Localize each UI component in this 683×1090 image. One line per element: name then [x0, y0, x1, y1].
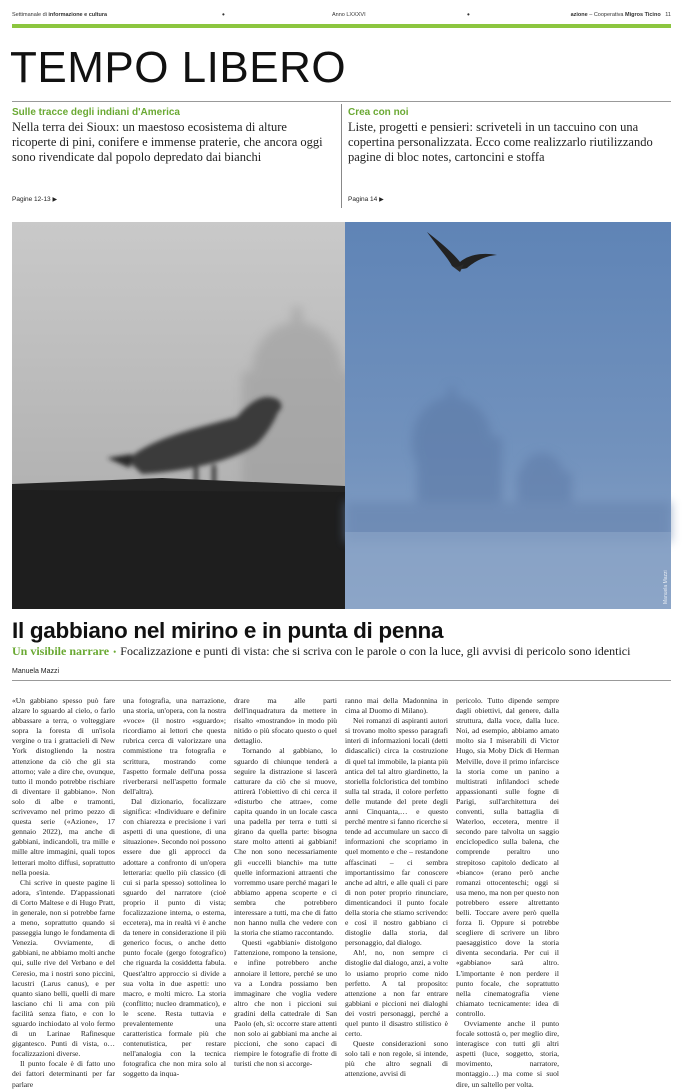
- article-column-3: [234, 696, 337, 1069]
- paragraph: una fotografia, una narrazione, una storia, un'opera, con la nostra «voce» (il nostro «sguardo»; ricordiamo ai lettori che questa rubrica cerca di valorizzare una commistione tra fotografia e scrittura, mostrando come l'aspetto formale dell'una possa riverberarsi nell'aspetto formale dell'altra).: [123, 696, 226, 796]
- teaser-text: Liste, progetti e pensieri: scriveteli in un taccuino con una copertina personalizzata. Ecco come realizzarlo riutilizzando pagine di bloc notes, cartoncini e stoffa: [348, 120, 653, 164]
- teaser-text: Nella terra dei Sioux: un maestoso ecosistema di alture ricoperte di pini, conifere e immense praterie, che ancora oggi sono rivendicate dal popolo depredato dai bianchi: [12, 120, 323, 164]
- header-accent-bar: [12, 24, 671, 28]
- teaser-heading: Crea con noi: [348, 107, 409, 118]
- article-kicker: Un visibile narrare: [12, 644, 110, 658]
- arrow-right-icon: ▶: [52, 197, 58, 203]
- byline-divider: [12, 680, 671, 681]
- page-reference-link[interactable]: Pagina 14 ▶: [348, 196, 384, 203]
- teaser-divider: [341, 104, 342, 208]
- left-dark-post: [12, 490, 345, 609]
- paragraph: ranno mai della Madonnina in cima al Duomo di Milano).: [345, 696, 448, 716]
- publisher-and-page: azione – Cooperativa Migros Ticino 11: [570, 12, 671, 18]
- paragraph: Dal dizionario, focalizzare significa: «Individuare e definire con chiarezza e precisione i vari aspetti di una questione, di una situazione». Secondo noi possono essere due gli approcci da adottare a confronto di un'opera letteraria: quello più classico (di cui si parla spesso) sottolinea lo sguardo del narratore (cioè proprio il punto di vista; focalizzazione interna, o esterna, eccetera), ma in realtà vi è anche da tenere in considerazione il più generico focus, o anche detto punto focale (gergo fotografico) che riguarda la cosiddetta fabula. Quest'altro approccio si divide a sua volta in due aspetti: uno macro, e molti micro. La storia (conflitto; nucleo drammatico), e le scene. Resta tuttavia e prevalentemente una caratteristica formale più che contenutistica, per restare nell'analogia con la tecnica fotografica che non mira solo al soggetto da inqua-: [123, 796, 226, 1079]
- paragraph: Ah!, no, non sempre ci distoglie dal dialogo, anzi, a volte lo usiamo proprio come nido perfetto. A tal proposito: attenzione a non far entrare gabbiani e piccioni nei dialoghi dei vostri personaggi, perché a quel punto il disastro stilistico è certo.: [345, 948, 448, 1039]
- paragraph: Nei romanzi di aspiranti autori si trovano molto spesso paragrafi interi di informazioni locali (detti didascalici) circa la costruzione di quel tal immobile, la pianta più antica del tal altro giardinetto, la storiella folcloristica del tombino sulla tal strada, il colore perfetto delle mutande del prete degli anni Cinquanta,… e questo perché mentre si fanno ricerche si tende ad accumulare un sacco di informazioni che scopriamo in quel momento e che – restandone affascinati – ci sembra importantissimo far conoscere anche ad altri, e alle quali ci pare di non poter proprio rinunciare, dimenticandoci il punto focale della storia che stiamo scrivendo: e così il nostro gabbiano ci distoglie dalla storia, dal personaggio, dal dialogo.: [345, 716, 448, 948]
- teaser-crea-con-noi[interactable]: [348, 106, 668, 165]
- photo-credit: Manuela Mazzi: [663, 570, 669, 604]
- teaser-heading: Sulle tracce degli indiani d'America: [12, 107, 180, 118]
- article-column-1: [12, 696, 115, 1089]
- header-bullet-icon: •: [467, 10, 470, 19]
- running-header: [12, 10, 671, 22]
- page-reference-link[interactable]: Pagine 12-13 ▶: [12, 196, 58, 203]
- article-column-4: [345, 696, 448, 1079]
- paragraph: Tornando al gabbiano, lo sguardo di chiunque tenderà a seguire la distrazione si lascerà catturare da ciò che si muove, attirerà l'obiettivo di chi cerca il «disturbo che attrae», come capita quando in un locale casca una padella per terra e tutti si girano da quella parte: bisogna stare molto attenti ai gabbiani! Che non sono necessariamente gli «uccelli bianchi» ma tutte quelle informazioni attraenti che vorremmo usare perché magari le abbiamo appena scoperte e ci sembra che potrebbero interessare a tutti, ma che di fatto non hanno nulla che vedere con la storia che stiamo raccontando.: [234, 746, 337, 938]
- paragraph: «Un gabbiano spesso può fare alzare lo sguardo al cielo, o farlo abbassare a terra, o volteggiare sopra la foresta di un'isola vergine o tra i grattacieli di New York distogliendo la nostra attenzione da ciò che gli sta attorno; vale a dire che, ovunque, tutto il mondo potrebbe rischiare di diventare il gabbiano». Non solo di albe e tramonti, scrivevamo nel primo pezzo di questa serie («Azione», 17 gennaio 2022), ma anche di gabbiani, indicandoli, tra mille e mille altre immagini, quali topos letterari molto diffusi, soprattutto nella poesia.: [12, 696, 115, 877]
- article-headline: Il gabbiano nel mirino e in punta di penna: [12, 618, 444, 643]
- article-column-5: [456, 696, 559, 1089]
- kicker-bullet-icon: •: [113, 647, 117, 657]
- header-bullet-icon: •: [222, 10, 225, 19]
- article-subtitle: Focalizzazione e punti di vista: che si scriva con le parole o con la luce, gli avvisi di pericolo sono identici: [120, 644, 631, 658]
- page-number: 11: [665, 12, 671, 18]
- volume-year: Anno LXXXVI: [332, 12, 366, 18]
- paragraph: drare ma alle parti dell'inquadratura da mettere in risalto «mostrando» in modo più nitido o più sfocato questo o quel dettaglio.: [234, 696, 337, 746]
- arrow-right-icon: ▶: [379, 197, 384, 203]
- article-subtitle-line: [12, 644, 671, 660]
- paragraph: Questi «gabbiani» distolgono l'attenzione, rompono la tensione, e infine potrebbero anche annoiare il lettore, perché se uno va a Londra possiamo ben immaginare che voglia vedere altro che non i piccioni sui gradini della cattedrale di San Paolo (eh, sì: occorre stare attenti non solo ai gabbiani ma anche ai piccioni, che sono capaci di riempire le fotografie di frotte di turisti che non si accorge-: [234, 938, 337, 1069]
- paragraph: Il punto focale è di fatto uno dei fattori determinanti per far parlare: [12, 1059, 115, 1089]
- seagull-photo-diptych: [12, 222, 671, 609]
- teaser-indiani[interactable]: [12, 106, 332, 165]
- section-title: TEMPO LIBERO: [10, 43, 347, 92]
- article-body: [12, 696, 671, 1089]
- paragraph: Ovviamente anche il punto focale sottostà o, per meglio dire, interagisce con tutti gli altri aspetti (luce, soggetto, storia, movimento, narratore, montaggio…) ma come si suol dire, un saltello per volta.: [456, 1019, 559, 1089]
- publication-tagline: Settimanale di informazione e cultura: [12, 12, 108, 18]
- title-divider: [12, 101, 671, 102]
- paragraph: pericolo. Tutto dipende sempre dagli obiettivi, dal genere, dalla struttura, dalla voce, dalla luce. Noi, ad esempio, abbiamo amato molto sia I miserabili di Victor Hugo, sia Moby Dick di Herman Melville, dove il primo infarcisce la storia come un panino a multistrati infilandoci schede appassionanti sulle fogne di Parigi, sull'architettura dei conventi, sulla battaglia di Waterloo, eccetera, mentre il secondo pare talvolta un saggio enciclopedico sulla balena, che comprende peraltro uno strepitoso capitolo dedicato al «bianco» (erano però anche romanzi ottocenteschi; oggi si usa meno, ma non per questo non potrebbero essere altrettanto belli. Toccare avere però quella forza lì. Oppure si potrebbe scegliere di scrivere un libro paesaggistico dove la storia diventa secondaria. Per cui il «gabbiano» sarà altro. L'importante è non perdere il punto focale, che soprattutto nella cinematografia viene chiamato tecnicamente: idea di controllo.: [456, 696, 559, 1018]
- article-author: Manuela Mazzi: [12, 668, 60, 675]
- paragraph: Chi scrive in queste pagine li adora, s'intende. D'appassionati di Corto Maltese e di Hugo Pratt, in generale, non si potrebbe farne a meno, soprattutto quando si passeggia lungo le fondamenta di Venezia. Ovviamente, di gabbiani, ne abbiamo molti anche qui, sulle rive del Verbano e del Ceresio, ma i nostri sono piccini, lacustri (Larus canus), e per quanto siano belli, quelli di mare lasciano chi li ama con più facilità senza fiato, e con lo sguardo inchiodato al volo fermo di un Larinae Rafinesque gigantesco. Punti di vista, o… focalizzazioni diverse.: [12, 877, 115, 1059]
- article-column-2: [123, 696, 226, 1079]
- paragraph: Queste considerazioni sono solo tali e non regole, si intende, più che altro segnali di attenzione, avvisi di: [345, 1039, 448, 1079]
